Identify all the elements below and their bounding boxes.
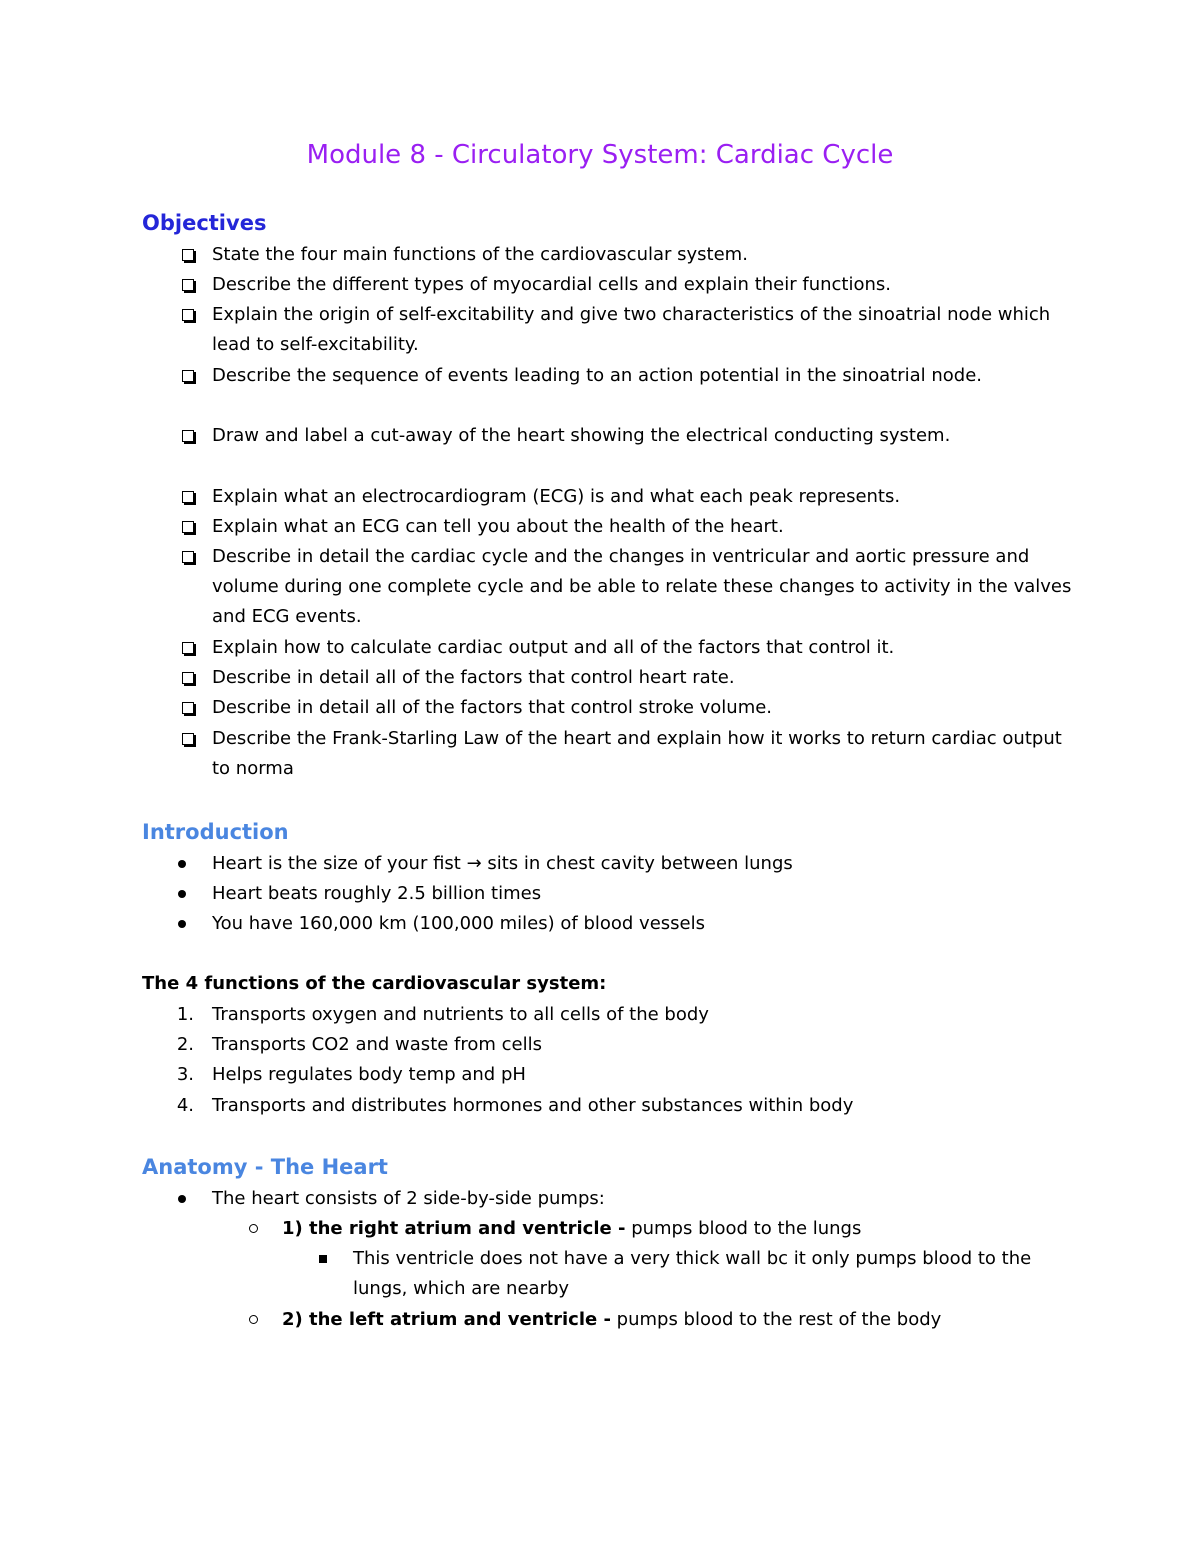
checkbox-icon [182, 249, 194, 261]
bullet-icon [178, 1195, 186, 1203]
objective-item: Explain the origin of self-excitability and give two characteristics of the sinoatrial node which lead to self-excitability. [212, 304, 1051, 356]
checkbox-icon [182, 430, 194, 442]
objective-item: Describe the Frank-Starling Law of the heart and explain how it works to return cardiac output to norma [212, 728, 1062, 780]
checkbox-icon [182, 733, 194, 745]
checkbox-icon [182, 309, 194, 321]
checkbox-icon [182, 551, 194, 563]
introduction-heading: Introduction [142, 820, 289, 844]
intro-item: You have 160,000 km (100,000 miles) of blood vessels [212, 913, 705, 934]
list-number: 1. [176, 1004, 194, 1025]
objective-item: Describe the sequence of events leading to an action potential in the sinoatrial node. [212, 365, 983, 386]
checkbox-icon [182, 521, 194, 533]
list-number: 3. [176, 1064, 194, 1085]
list-number: 2. [176, 1034, 194, 1055]
checkbox-icon [182, 702, 194, 714]
anatomy-heading: Anatomy - The Heart [142, 1155, 388, 1179]
objective-item: Describe the different types of myocardial cells and explain their functions. [212, 274, 891, 295]
anatomy-item: The heart consists of 2 side-by-side pumps: [212, 1188, 605, 1209]
objective-item: Describe in detail the cardiac cycle and the changes in ventricular and aortic pressure and volume during one complete cycle and be able to relate these changes to activity in the valves and ECG events. [212, 546, 1072, 628]
function-item: Transports oxygen and nutrients to all cells of the body [212, 1004, 709, 1025]
objective-item: Describe in detail all of the factors that control stroke volume. [212, 697, 773, 718]
right-pump-item [282, 1214, 1072, 1244]
right-pump-label: 1) the right atrium and ventricle - [282, 1218, 626, 1239]
right-pump-text: pumps blood to the lungs [625, 1218, 862, 1239]
checkbox-icon [182, 491, 194, 503]
objective-item: Explain how to calculate cardiac output and all of the factors that control it. [212, 637, 895, 658]
bullet-icon [178, 890, 186, 898]
function-item: Transports and distributes hormones and other substances within body [212, 1095, 854, 1116]
checkbox-icon [182, 370, 194, 382]
objective-item: Explain what an ECG can tell you about the health of the heart. [212, 516, 784, 537]
objectives-heading: Objectives [142, 211, 267, 235]
circle-bullet-icon [249, 1224, 258, 1233]
left-pump-label: 2) the left atrium and ventricle - [282, 1309, 611, 1330]
objective-item: Draw and label a cut-away of the heart showing the electrical conducting system. [212, 425, 951, 446]
checkbox-icon [182, 672, 194, 684]
right-pump-note: This ventricle does not have a very thick wall bc it only pumps blood to the lungs, which are nearby [353, 1248, 1032, 1300]
objective-item: State the four main functions of the cardiovascular system. [212, 244, 748, 265]
page-title: Module 8 - Circulatory System: Cardiac Cycle [306, 140, 894, 170]
objective-item: Describe in detail all of the factors that control heart rate. [212, 667, 735, 688]
circle-bullet-icon [249, 1315, 258, 1324]
function-item: Helps regulates body temp and pH [212, 1064, 526, 1085]
intro-item: Heart is the size of your fist → sits in chest cavity between lungs [212, 853, 793, 874]
left-pump-text: pumps blood to the rest of the body [610, 1309, 942, 1330]
intro-item: Heart beats roughly 2.5 billion times [212, 883, 542, 904]
list-number: 4. [176, 1095, 194, 1116]
left-pump-item [282, 1305, 1072, 1335]
functions-heading: The 4 functions of the cardiovascular system: [142, 973, 607, 994]
square-bullet-icon [319, 1255, 327, 1263]
checkbox-icon [182, 642, 194, 654]
checkbox-icon [182, 279, 194, 291]
bullet-icon [178, 860, 186, 868]
objective-item: Explain what an electrocardiogram (ECG) is and what each peak represents. [212, 486, 901, 507]
bullet-icon [178, 920, 186, 928]
function-item: Transports CO2 and waste from cells [212, 1034, 543, 1055]
